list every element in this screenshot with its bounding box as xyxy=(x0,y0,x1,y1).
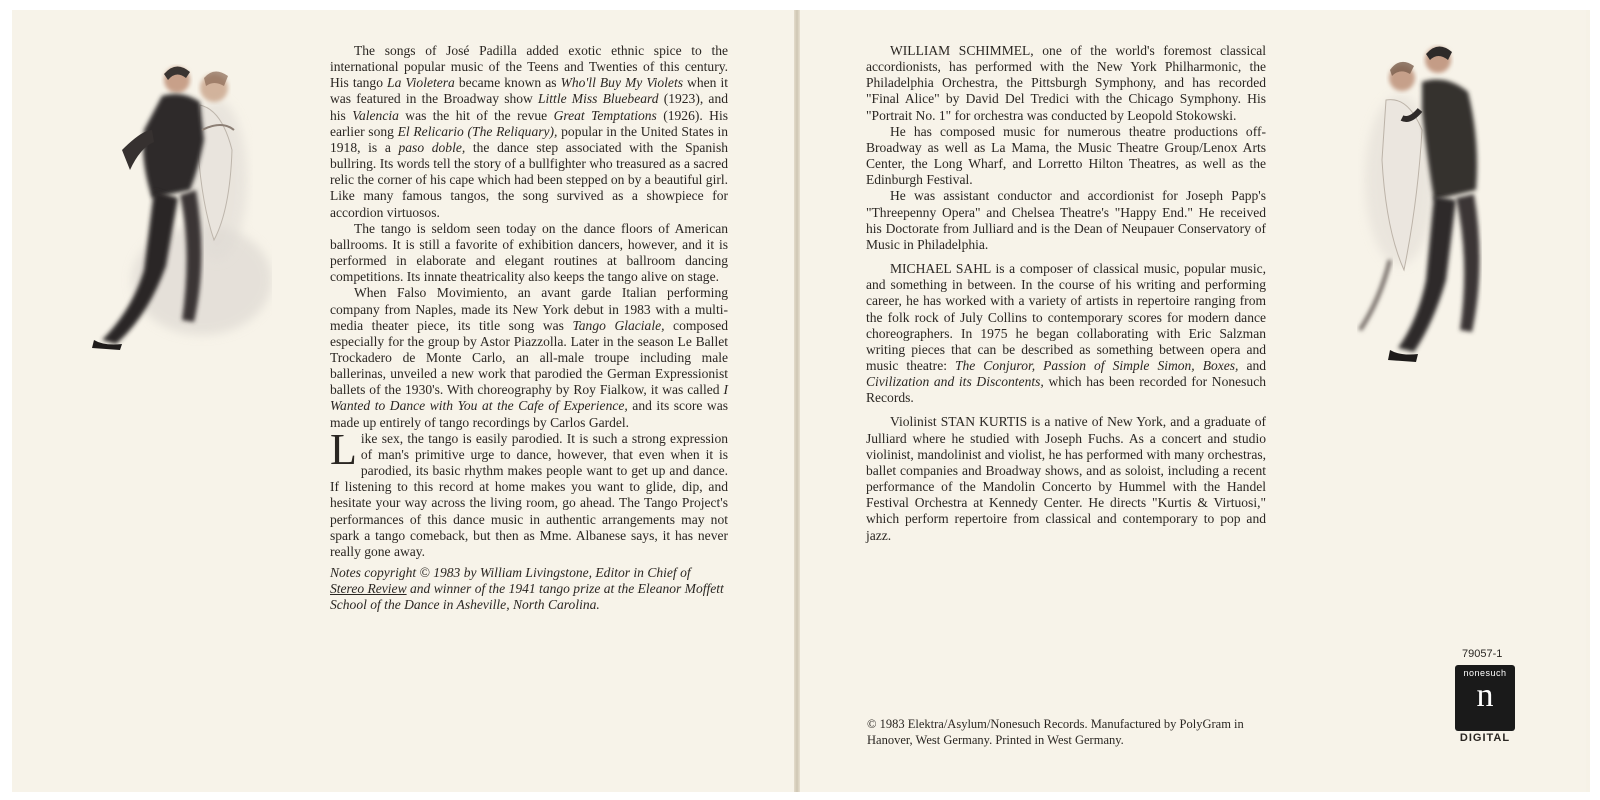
text-run: composed especially for the group by Astor Piazzolla. Later in the season Le Ballet Trockadero de Monte Carlo, an all-male troupe including male ballerinas, unveiled a new work that parodied the German Expressionist ballets of the 1930's. With choreography by Roy Fialkow, it was called xyxy=(330,317,728,398)
catalog-number: 79057-1 xyxy=(1462,648,1503,660)
text-run: was the hit of the revue xyxy=(398,107,554,123)
right-page-text xyxy=(866,43,1266,544)
text-run: Who'll Buy My Violets xyxy=(560,75,683,91)
text-run: Valencia xyxy=(352,107,399,123)
text-run: The Conjuror, Passion of Simple Simon, Boxes, xyxy=(954,357,1239,373)
logo-letter: n xyxy=(1476,677,1494,714)
text-run: Violinist STAN KURTIS is a native of New York, and a graduate of Julliard where he studied with Joseph Fuchs. As a concert and studio violinist, mandolinist and violist, he has performed with many orchestras, ballet companies and Broadway shows, and as soloist, including a recent performance of the Mandolin Concerto by Hummel with the Handel Festival Orchestra at Kennedy Center. He directs "Kurtis & Virtuosi," which perform repertoire from classical and contemporary to pop and jazz. xyxy=(866,414,1266,543)
copyright-notice: © 1983 Elektra/Asylum/Nonesuch Records. Manufactured by PolyGram in Hanover, West Germany. Printed in West Germany. xyxy=(867,717,1244,747)
text-run: Civilization and its Discontents, xyxy=(866,374,1044,390)
text-run: He was assistant conductor and accordionist for Joseph Papp's "Threepenny Opera" and Chelsea Theatre's "Happy End." He received his Doctorate from Julliard and is the Dean of Neupauer Conservatory of Music in Philadelphia. xyxy=(866,188,1266,252)
schimmel-conductor-paragraph xyxy=(866,188,1266,253)
text-run: which has been recorded for Nonesuch Records. xyxy=(866,374,1266,406)
sahl-bio-paragraph xyxy=(866,261,1266,406)
text-run: Tango Glaciale, xyxy=(572,317,665,333)
text-run: El Relicario (The Reliquary), xyxy=(397,123,558,139)
text-run: became known as xyxy=(454,75,561,91)
schimmel-productions-paragraph xyxy=(866,124,1266,189)
text-run: paso doble, xyxy=(398,139,466,155)
schimmel-bio-paragraph xyxy=(866,43,1266,124)
kurtis-bio-paragraph xyxy=(866,414,1266,543)
text-run: Stereo Review xyxy=(330,581,407,597)
text-run: and winner of the 1941 tango prize at the Eleanor Moffett School of the Dance in Asheville, North Carolina. xyxy=(330,581,724,613)
right-dancing-couple-illustration xyxy=(1330,30,1500,370)
text-run: He has composed music for numerous theatre productions off-Broadway as well as La Mama, the Music Theatre Group/Lenox Arts Center, the Long Wharf, and Lorretto Hilton Theatres, as well as the Edinburgh Festival. xyxy=(866,123,1266,188)
text-run: (1926). His earlier song xyxy=(330,107,728,139)
text-run: (1923), and his xyxy=(330,91,728,123)
text-run: When Falso Movimiento, an avant garde Italian performing company from Naples, made its New York debut in 1983 with a multi-media theater piece, its title song was xyxy=(330,285,728,333)
text-run: The songs of José Padilla added exotic ethnic spice to the international popular music of the Teens and Twenties of this century. His tango xyxy=(330,43,728,91)
text-run: popular in the United States in 1918, is a xyxy=(330,123,728,155)
nonesuch-logo xyxy=(1455,665,1515,731)
left-page-text xyxy=(330,43,728,613)
drop-cap: L xyxy=(330,424,357,474)
falso-movimiento-paragraph xyxy=(330,285,728,430)
tango-ballrooms-paragraph xyxy=(330,221,728,286)
text-run: MICHAEL SAHL is a composer of classical music, popular music, and something in between. In the course of his writing and performing career, he has worked with a variety of artists in repertoire ranging from the folk rock of July Collins to contemporary scores for modern dance choreographers. In 1975 he began collaborating with Eric Salzman writing pieces that can be described as something between opera and music theatre: xyxy=(866,261,1266,373)
text-run: I Wanted to Dance with You at the Cafe of Experience, xyxy=(330,382,728,414)
text-run: WILLIAM SCHIMMEL, one of the world's foremost classical accordionists, has performed with the New York Philharmonic, the Philadelphia Orchestra, the Pittsburgh Symphony, and has recorded "Final Alice" by David Del Tredici with the Chicago Symphony. His "Portrait No. 1" for orchestra was conducted by Leopold Stokowski. xyxy=(866,43,1266,123)
text-run: the dance step associated with the Spanish bullring. Its words tell the story of a bullfighter who treasured as a sacred relic the corner of his cape which had been stepped on by a beautiful girl. Like many famous tangos, the song survived as a showpiece for accordion virtuosos. xyxy=(330,139,728,220)
parody-paragraph-body xyxy=(330,424,728,559)
text-run: and its score was made up entirely of tango recordings by Carlos Gardel. xyxy=(330,398,728,430)
text-run: ike sex, the tango is easily parodied. It is such a strong expression of man's primitive urge to dance, however, that even when it is parodied, its basic rhythm makes people want to get up and dance. If listening to this record at home makes you want to glide, dip, and hesitate your way across the living room, go ahead. The Tango Project's performances of this dance music in authentic arrangements may not spark a tango comeback, but then as Mme. Albanese says, it has never really gone away. xyxy=(330,430,728,559)
logo-brand-text: nonesuch xyxy=(1463,668,1507,678)
text-run: The tango is seldom seen today on the dance floors of American ballrooms. It is still a favorite of exhibition dancers, however, and it is performed in elaborate and elegant routines at ballroom dancing competitions. Its innate theatricality also keeps the tango alive on stage. xyxy=(330,220,728,285)
notes-copyright-credit xyxy=(330,565,728,613)
text-run: La Violetera xyxy=(387,75,455,91)
text-run: Great Temptations xyxy=(553,107,657,123)
booklet-gutter xyxy=(794,10,800,792)
padilla-paragraph xyxy=(330,43,728,221)
text-run: and xyxy=(1238,357,1266,373)
parody-paragraph xyxy=(330,424,728,560)
text-run: when it was featured in the Broadway show xyxy=(330,75,728,107)
text-run: Little Miss Bluebeard xyxy=(538,91,659,107)
text-run: Notes copyright © 1983 by William Livingstone, Editor in Chief of xyxy=(330,565,691,580)
digital-label: DIGITAL xyxy=(1459,732,1511,744)
left-dancing-couple-illustration xyxy=(82,30,272,350)
